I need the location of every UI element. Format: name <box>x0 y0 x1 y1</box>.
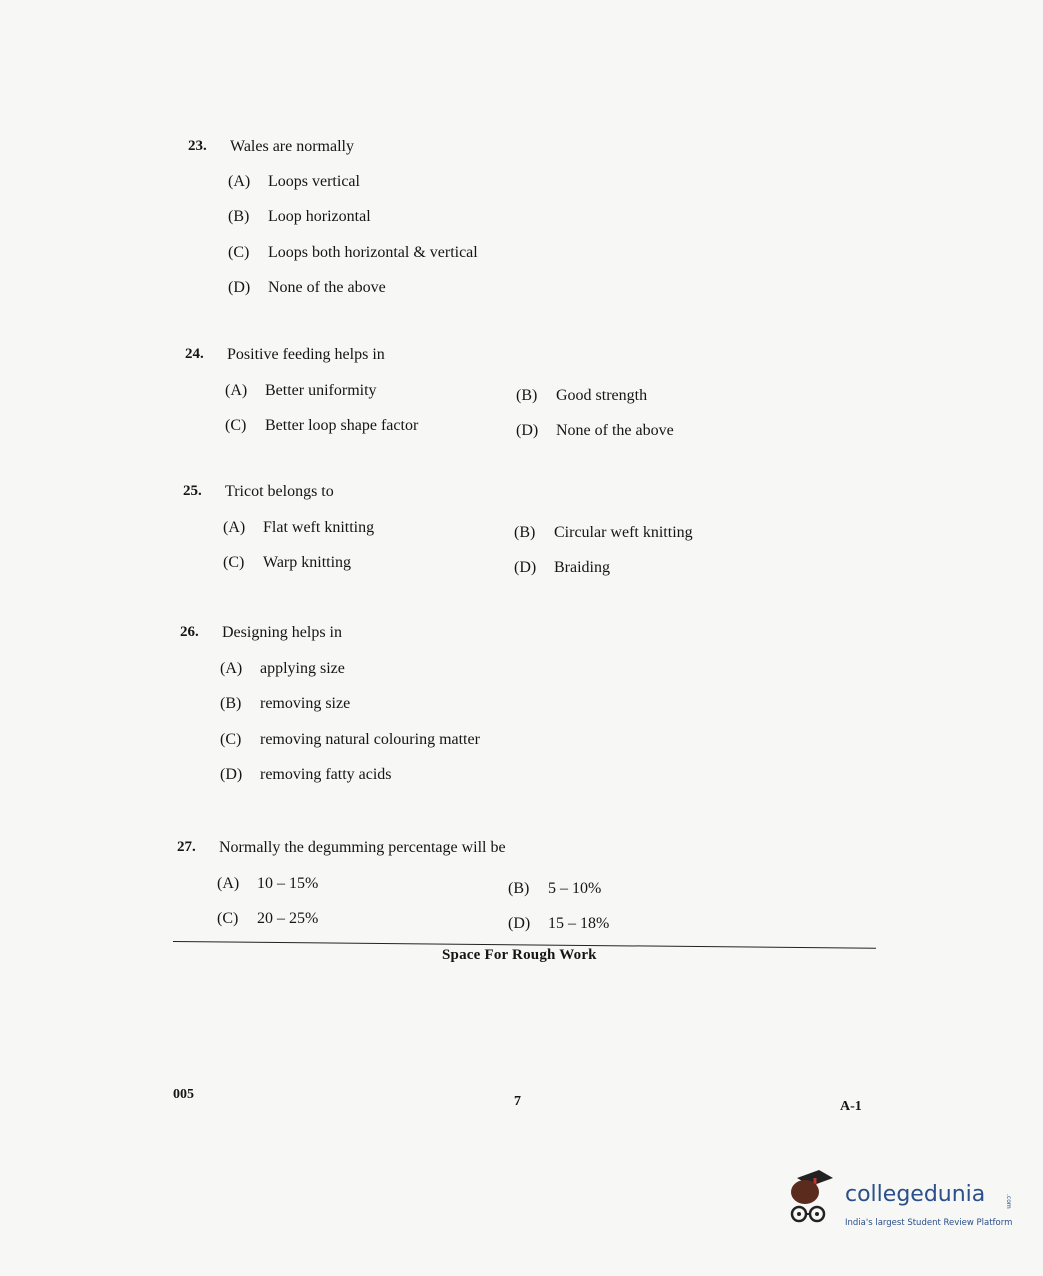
option-label: (A) <box>228 173 251 190</box>
option-text: None of the above <box>268 279 386 296</box>
question-number: 24. <box>185 346 204 362</box>
brand-tagline: India's largest Student Review Platform <box>845 1218 1013 1228</box>
option-text: None of the above <box>556 422 674 439</box>
option-c <box>225 417 418 435</box>
option-label: (D) <box>508 915 531 932</box>
option-text: removing natural colouring matter <box>260 731 480 748</box>
option-text: Circular weft knitting <box>554 524 693 541</box>
question-text: Positive feeding helps in <box>227 346 385 363</box>
option-text: 5 – 10% <box>548 880 602 897</box>
option-label: (A) <box>223 519 246 536</box>
option-d <box>516 422 674 440</box>
option-d <box>220 766 392 784</box>
option-label: (D) <box>516 422 539 439</box>
option-label: (D) <box>514 559 537 576</box>
question-text: Wales are normally <box>230 138 354 155</box>
option-label: (D) <box>220 766 243 783</box>
mascot-icon <box>785 1170 845 1232</box>
option-a <box>228 173 360 191</box>
option-text: Good strength <box>556 387 648 404</box>
option-label: (C) <box>217 910 239 927</box>
option-label: (C) <box>228 244 250 261</box>
brand-name: collegedunia <box>845 1182 986 1207</box>
option-label: (C) <box>223 554 245 571</box>
option-a <box>223 519 374 537</box>
option-label: (A) <box>225 382 248 399</box>
option-d <box>508 915 609 933</box>
option-text: 10 – 15% <box>257 875 319 892</box>
option-b <box>228 208 371 226</box>
option-b <box>508 880 601 898</box>
question-number: 25. <box>183 483 202 499</box>
option-label: (C) <box>225 417 247 434</box>
question-text: Designing helps in <box>222 624 342 641</box>
option-label: (B) <box>508 880 530 897</box>
footer-code: 005 <box>173 1087 194 1102</box>
option-text: applying size <box>260 660 345 677</box>
question-text: Tricot belongs to <box>225 483 334 500</box>
option-text: removing size <box>260 695 351 712</box>
option-text: Better loop shape factor <box>265 417 419 434</box>
option-c <box>223 554 351 572</box>
option-label: (C) <box>220 731 242 748</box>
option-c <box>220 731 480 749</box>
option-label: (A) <box>220 660 243 677</box>
question-number: 26. <box>180 624 199 640</box>
option-label: (D) <box>228 279 251 296</box>
question-number: 27. <box>177 839 196 855</box>
brand-domain: .com <box>1005 1194 1012 1209</box>
option-text: Braiding <box>554 559 610 576</box>
option-text: removing fatty acids <box>260 766 392 783</box>
option-text: Flat weft knitting <box>263 519 375 536</box>
option-text: Loop horizontal <box>268 208 371 225</box>
option-b <box>514 524 693 542</box>
series-code: A-1 <box>840 1099 862 1114</box>
option-text: Loops both horizontal & vertical <box>268 244 478 261</box>
option-a <box>220 660 345 678</box>
collegedunia-watermark <box>785 1170 1015 1232</box>
option-label: (B) <box>514 524 536 541</box>
option-text: 20 – 25% <box>257 910 319 927</box>
question-text: Normally the degumming percentage will be <box>219 839 506 856</box>
option-a <box>217 875 318 893</box>
option-text: Loops vertical <box>268 173 360 190</box>
option-text: Better uniformity <box>265 382 377 399</box>
option-label: (B) <box>220 695 242 712</box>
option-label: (B) <box>228 208 250 225</box>
rough-work-label: Space For Rough Work <box>442 947 597 963</box>
option-text: 15 – 18% <box>548 915 610 932</box>
option-label: (A) <box>217 875 240 892</box>
option-b <box>516 387 647 405</box>
option-c <box>228 244 478 262</box>
page-number: 7 <box>514 1094 521 1109</box>
option-a <box>225 382 377 400</box>
option-label: (B) <box>516 387 538 404</box>
option-d <box>228 279 386 297</box>
option-text: Warp knitting <box>263 554 352 571</box>
option-c <box>217 910 318 928</box>
option-d <box>514 559 610 577</box>
option-b <box>220 695 350 713</box>
question-number: 23. <box>188 138 207 154</box>
